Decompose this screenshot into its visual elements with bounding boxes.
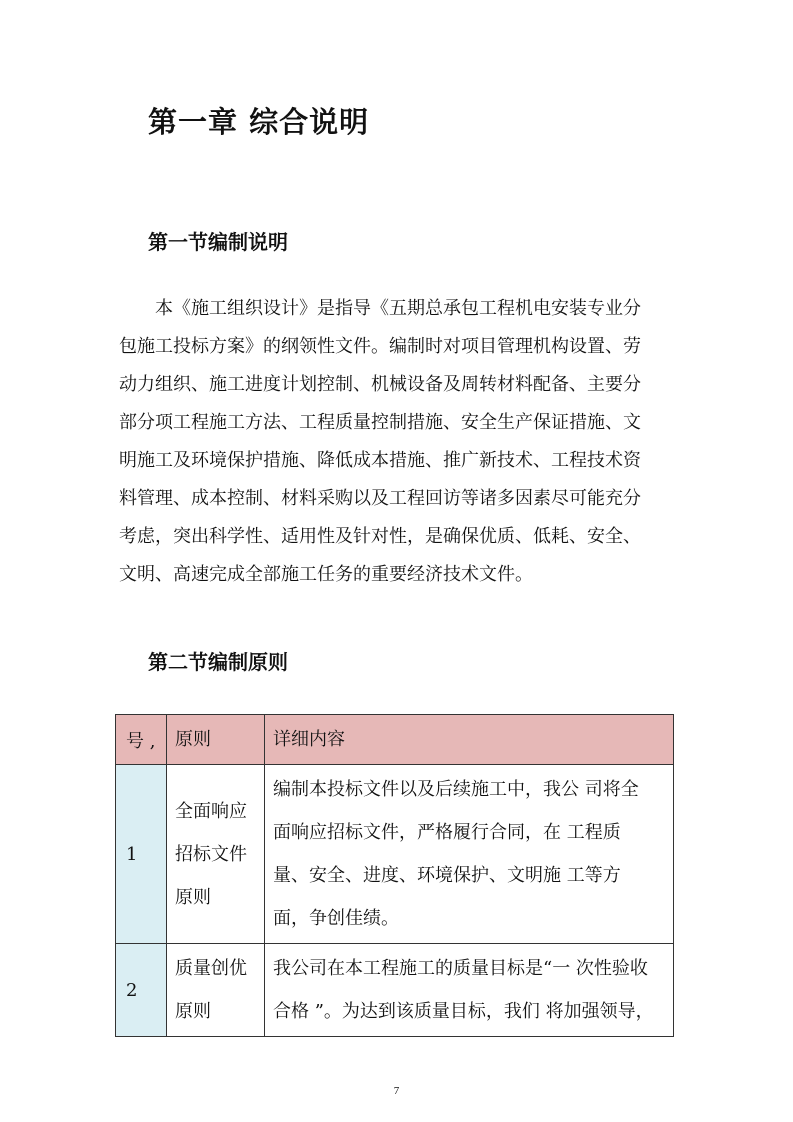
principle-line: 全面响应 [175,800,247,822]
header-cell-principle: 原则 [167,715,265,765]
principle-line: 质量创优 [175,958,247,979]
detail-line: 编制本投标文件以及后续施工中，我公 司将全 [273,779,639,800]
detail-line: 合格 ”。为达到该质量目标，我们 将加强领导， [273,1001,654,1022]
principle-line: 原则 [175,1001,211,1022]
detail-line: 面响应招标文件，严格履行合同，在 工程质 [273,822,621,843]
paragraph-line: 本《施工组织设计》是指导《五期总承包工程机电安装专业分 [155,298,641,319]
paragraph-line: 明施工及环境保护措施、降低成本措施、推广新技术、工程技术资 [119,450,641,471]
detail-line: 我公司在本工程施工的质量目标是“一 次性验收 [273,958,648,979]
principle-line: 招标文件 [175,843,247,865]
page-number: 7 [393,1085,400,1097]
paragraph-line: 包施工投标方案》的纲领性文件。编制时对项目管理机构设置、劳 [119,336,641,357]
principles-table [115,714,674,1037]
section-2-title: 第二节编制原则 [148,650,288,674]
section-1-paragraph [119,290,669,594]
row-principle [167,944,265,1037]
principle-line: 原则 [175,886,211,908]
section-1-title: 第一节编制说明 [148,230,288,254]
chapter-title: 第一章 综合说明 [148,105,370,139]
row-detail [265,765,674,944]
paragraph-line: 考虑，突出科学性、适用性及针对性，是确保优质、低耗、安全、 [119,526,641,547]
paragraph-line: 动力组织、施工进度计划控制、机械设备及周转材料配备、主要分 [119,374,641,395]
paragraph-line: 部分项工程施工方法、工程质量控制措施、安全生产保证措施、文 [119,412,641,433]
table-row [116,765,674,944]
paragraph-line: 料管理、成本控制、材料采购以及工程回访等诸多因素尽可能充分 [119,488,641,509]
detail-line: 面，争创佳绩。 [273,908,399,929]
row-number: 1 [116,765,167,944]
row-principle [167,765,265,944]
table-header-row [116,715,674,765]
detail-line: 量、安全、进度、环境保护、文明施 工等方 [273,865,621,886]
header-cell-detail: 详细内容 [265,715,674,765]
table-row [116,944,674,1037]
row-detail [265,944,674,1037]
paragraph-line: 文明、高速完成全部施工任务的重要经济技术文件。 [119,564,533,585]
row-number: 2 [116,944,167,1037]
header-cell-number: 号 , [116,715,167,765]
